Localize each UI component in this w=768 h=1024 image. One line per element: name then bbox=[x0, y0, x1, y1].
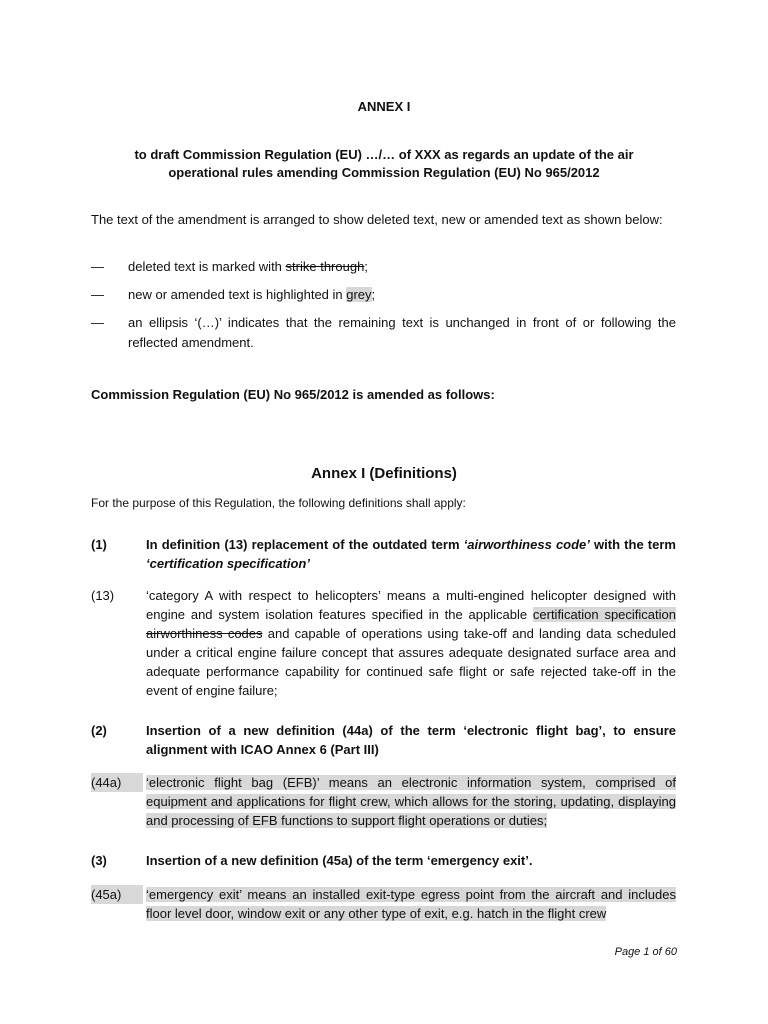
new-text: certification specification bbox=[532, 607, 676, 622]
bullet-dash: — bbox=[91, 287, 104, 302]
definition-number: (45a) bbox=[91, 885, 143, 904]
definition-44a bbox=[91, 773, 676, 830]
definition-45a bbox=[91, 885, 676, 923]
section-intro: For the purpose of this Regulation, the following definitions shall apply: bbox=[91, 496, 466, 510]
strike-through-sample: strike through bbox=[285, 259, 365, 274]
bullet-deleted: — deleted text is marked with strike through; bbox=[91, 259, 368, 274]
intro-paragraph: The text of the amendment is arranged to show deleted text, new or amended text as shown below: bbox=[91, 212, 663, 227]
item-number: (1) bbox=[91, 537, 107, 552]
amendment-item-1: (1) In definition (13) replacement of the outdated term ‘airworthiness code’ with the term ‘certification specification’ bbox=[91, 537, 676, 571]
bullet-dash: — bbox=[91, 259, 104, 274]
item-number: (2) bbox=[91, 723, 107, 738]
deleted-text: airworthiness codes bbox=[146, 626, 263, 641]
definition-13: (13) ‘category A with respect to helicopters’ means a multi-engined helicopter designed with engine and system isolation features specified in the applicable certification specification airworthiness codes and capable of operations using take-off and landing data scheduled under a critical engine failure concept that assures adequate designated surface area and adequate performance capability for continued safe flight or safe rejected take-off in the event of engine failure; bbox=[91, 588, 677, 698]
page-number: Page 1 of 60 bbox=[614, 946, 677, 958]
subtitle-line-1: to draft Commission Regulation (EU) …/… of XXX as regards an update of the air bbox=[134, 147, 634, 162]
section-title: Annex I (Definitions) bbox=[311, 465, 457, 482]
amendment-item-3: (3) Insertion of a new definition (45a) of the term ‘emergency exit’. bbox=[91, 853, 533, 868]
bullet-dash: — bbox=[91, 315, 104, 330]
new-text: ‘electronic flight bag (EFB)’ means an electronic information system, comprised of equipment and applications for flight crew, which allows for the storing, updating, displaying and processing of EFB functions to support flight operations or duties; bbox=[146, 775, 676, 828]
bullet-ellipsis: — an ellipsis ‘(…)’ indicates that the remaining text is unchanged in front of or following the reflected amendment. bbox=[91, 315, 676, 350]
regulation-subtitle bbox=[110, 146, 658, 182]
amendment-item-2: (2) Insertion of a new definition (44a) of the term ‘electronic flight bag’, to ensure alignment with ICAO Annex 6 (Part III) bbox=[91, 723, 676, 757]
amended-statement: Commission Regulation (EU) No 965/2012 is amended as follows: bbox=[91, 387, 495, 402]
grey-highlight-sample: grey bbox=[346, 287, 372, 302]
annex-heading: ANNEX I bbox=[357, 99, 411, 114]
subtitle-line-2: operational rules amending Commission Regulation (EU) No 965/2012 bbox=[168, 165, 600, 180]
definition-number: (13) bbox=[91, 588, 115, 603]
new-text: ‘emergency exit’ means an installed exit-type egress point from the aircraft and includes floor level door, window exit or any other type of exit, e.g. hatch in the flight crew bbox=[146, 887, 676, 921]
bullet-amended: — new or amended text is highlighted in grey; bbox=[91, 287, 376, 302]
item-number: (3) bbox=[91, 853, 107, 868]
definition-number: (44a) bbox=[91, 773, 143, 792]
